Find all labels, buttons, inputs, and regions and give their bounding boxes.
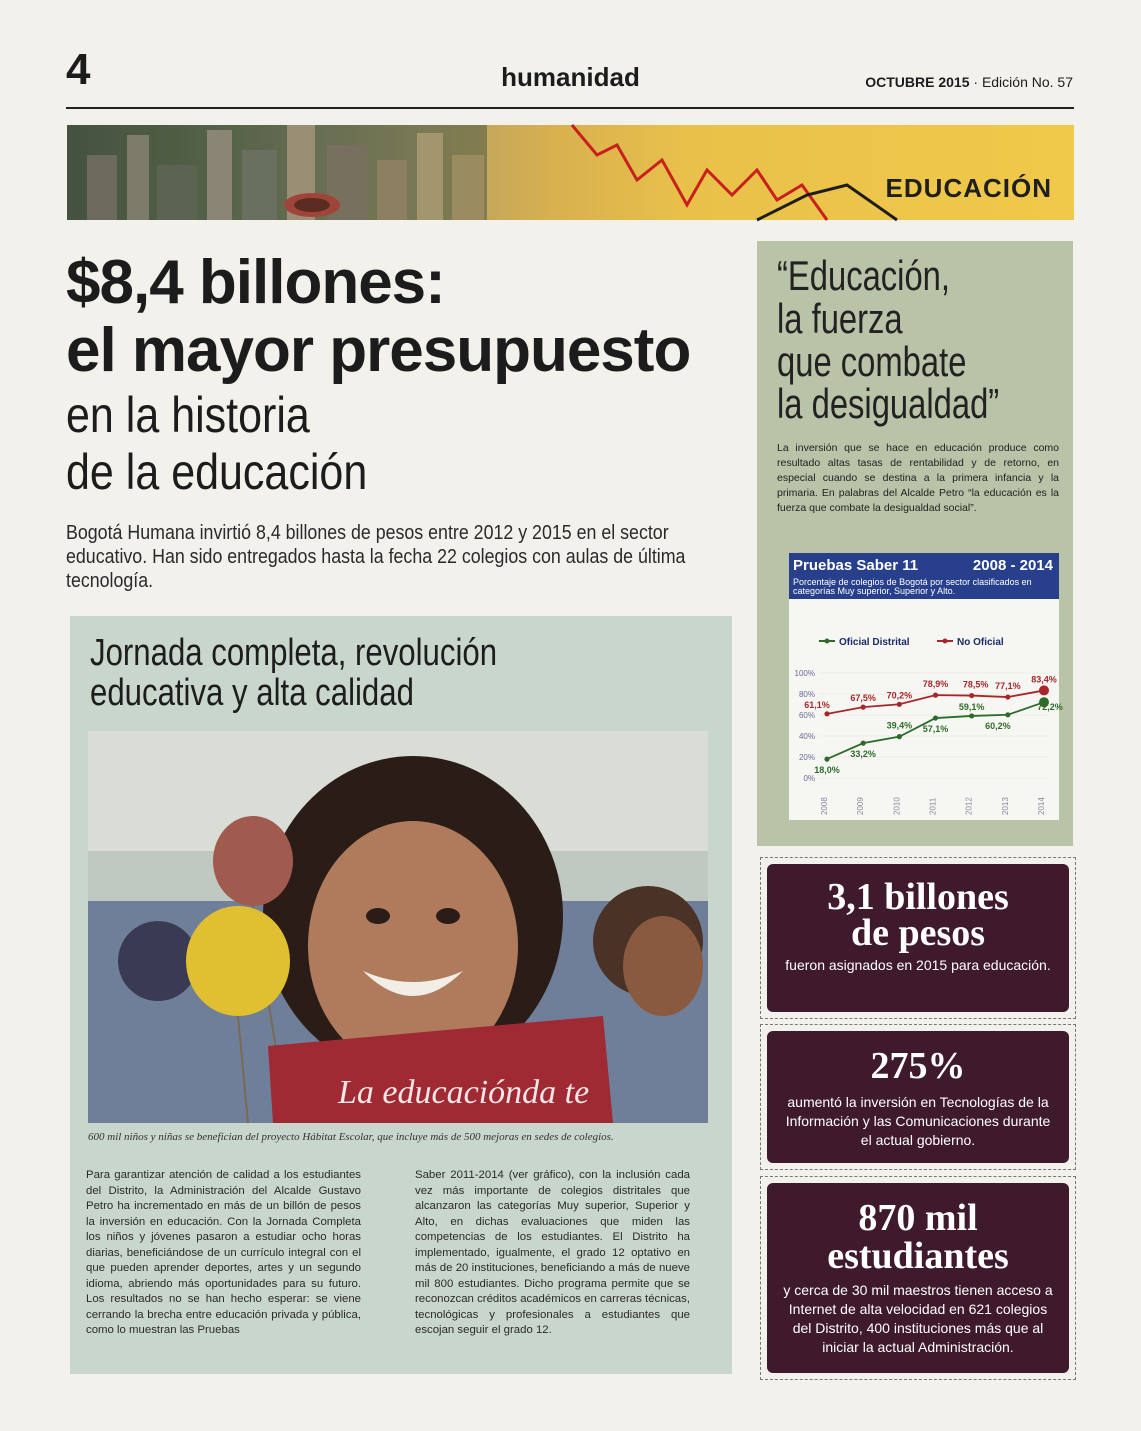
data-point: [933, 693, 938, 698]
x-tick-label: 2009: [856, 797, 866, 815]
data-point: [933, 715, 938, 720]
sidebar-text: La inversión que se hace en educación produce como resultado altas tasas de rentabilidad y de retorno, en especial cuando se destina a la primera infancia y la primaria. En palabras del Alcalde Petro “la educación es la fuerza que combate la desigualdad social”.: [777, 442, 1059, 514]
legend-marker: [943, 639, 948, 644]
stat-box: [767, 864, 1069, 1012]
headline-line-3: en la historia: [66, 387, 310, 443]
headline-line-4: de la educación: [66, 444, 368, 500]
stat-text: y cerca de 30 mil maestros tienen acceso a Internet de alta velocidad en 621 colegios del Distrito, 400 instituciones más que al iniciar la actual Administración.: [783, 1282, 1053, 1355]
x-tick-label: 2012: [964, 797, 974, 815]
students-photo: [88, 731, 708, 1123]
x-tick-label: 2013: [1000, 797, 1010, 815]
stat-headline-2: de pesos: [850, 912, 986, 954]
header-rule: [66, 107, 1074, 109]
data-point: [824, 711, 829, 716]
data-point: [1005, 694, 1010, 699]
x-tick-label: 2010: [892, 797, 902, 815]
data-label: 72,2%: [1037, 702, 1063, 713]
pull-quote-line-2: la fuerza: [777, 294, 903, 342]
data-point: [1039, 685, 1049, 695]
data-label: 83,4%: [1031, 674, 1057, 685]
section-banner: [67, 125, 1074, 220]
section-label: EDUCACIÓN: [885, 173, 1052, 203]
stat-text: aumentó la inversión en Tecnologías de la Información y las Comunicaciones durante el actual gobierno.: [785, 1094, 1051, 1148]
data-point: [897, 702, 902, 707]
photo-illustration: [88, 731, 708, 1123]
stat-box: [767, 1031, 1069, 1163]
line-chart: [789, 599, 1063, 820]
legend-marker: [825, 639, 830, 644]
quote-sidebar: [757, 241, 1073, 846]
data-label: 67,5%: [850, 693, 876, 704]
chart-range: 2008 - 2014: [972, 557, 1053, 574]
chart-subtitle: Porcentaje de colegios de Bogotá por sector clasificados en categorías Muy superior, Superior y Alto.: [793, 577, 1032, 597]
y-tick-label: 0%: [803, 774, 815, 783]
data-label: 18,0%: [814, 765, 840, 776]
legend-label: No Oficial: [957, 637, 1004, 648]
y-tick-label: 80%: [798, 690, 815, 699]
stat-headline: 275%: [870, 1045, 966, 1087]
headline-line-2: el mayor presupuesto: [66, 316, 691, 385]
stat-headline: 870 mil: [858, 1197, 978, 1239]
issue-month-year: OCTUBRE 2015: [865, 74, 970, 90]
y-tick-label: 20%: [798, 753, 815, 762]
pull-quote: [777, 252, 1058, 428]
article-column-2: Saber 2011-2014 (ver gráfico), con la inclusión cada vez más importante de colegios distritales que alcanzaron las categorías Muy superior, Superior y Alto, en dichas evaluaciones que miden las competencias de los estudiantes. El Distrito ha implementado, igualmente, el grado 12 optativo en más de 20 instituciones, beneficiando a más de nueve mil 800 estudiantes. Dicho programa permite que se reconozcan créditos académicos en carreras técnicas, tecnológicas y profesionales a estudiantes que escojan seguir el grado 12.: [415, 1169, 690, 1336]
pull-quote-line-3: que combate: [777, 337, 967, 385]
page-number: 4: [66, 45, 91, 94]
legend-label: Oficial Distrital: [839, 637, 910, 648]
data-label: 77,1%: [995, 681, 1021, 692]
pull-quote-line-4: la desigualdad”: [777, 380, 1000, 428]
chart-box: [789, 553, 1063, 820]
y-tick-label: 40%: [798, 732, 815, 741]
photo-caption: 600 mil niños y niñas se benefician del proyecto Hábitat Escolar, que incluye más de 500 mejoras en sedes de colegios.: [88, 1131, 614, 1143]
chart-title: Pruebas Saber 11: [793, 557, 919, 574]
stat-headline: 3,1 billones: [827, 876, 1009, 918]
stat-box: [767, 1183, 1069, 1373]
sign-text: La educaciónda te: [338, 1074, 590, 1111]
data-label: 61,1%: [804, 699, 830, 710]
headline-line-1: $8,4 billones:: [66, 248, 445, 317]
stat-card-budget: [760, 857, 1076, 1019]
data-point: [969, 713, 974, 718]
data-label: 59,1%: [958, 701, 985, 712]
chart-header: [789, 553, 1059, 599]
y-tick-label: 60%: [798, 711, 815, 720]
y-tick-label: 100%: [794, 669, 815, 678]
x-tick-label: 2008: [820, 797, 829, 815]
stat-text: fueron asignados en 2015 para educación.: [785, 957, 1051, 973]
issue-date: OCTUBRE 2015 · Edición No. 57: [865, 74, 1073, 90]
headline-deck: Bogotá Humana invirtió 8,4 billones de pesos entre 2012 y 2015 en el sector educativo. Han sido entregados hasta la fecha 22 colegios con aulas de última tecnología.: [66, 522, 686, 592]
data-point: [969, 693, 974, 698]
data-label: 70,2%: [886, 690, 913, 701]
data-label: 78,5%: [962, 679, 989, 690]
stat-card-students: [760, 1176, 1076, 1380]
data-point: [861, 741, 866, 746]
data-point: [861, 705, 866, 710]
publication-name: humanidad: [501, 62, 640, 92]
stat-headline-2: estudiantes: [827, 1235, 1009, 1277]
x-tick-label: 2014: [1037, 797, 1046, 815]
stat-card-tic: [760, 1024, 1076, 1170]
article-block: [70, 616, 732, 1374]
issue-edition: Edición No. 57: [981, 74, 1073, 90]
data-point: [824, 757, 829, 762]
data-label: 60,2%: [985, 720, 1011, 731]
article-column-1: Para garantizar atención de calidad a los estudiantes del Distrito, la Administración del Alcalde Gustavo Petro ha incrementado en más de un billón de pesos la inversión en educación. Con la Jornada Completa los niños y jóvenes pasaron a estudiar ocho horas diarias, beneficiándose de un currículo integral con el que pueden aprender deportes, artes y un segundo idioma, abriendo más oportunidades para su futuro. Los resultados no se han hecho esperar: se viene cerrando la brecha entre educación privada y pública, como lo muestran las Pruebas: [86, 1169, 361, 1336]
data-label: 33,2%: [850, 749, 876, 760]
data-label: 39,4%: [886, 720, 913, 731]
pull-quote-line-1: “Educación,: [777, 252, 951, 299]
data-label: 57,1%: [922, 724, 949, 735]
data-label: 78,9%: [922, 679, 949, 690]
article-subheadline: Jornada completa, revolución educativa y alta calidad: [90, 632, 498, 714]
x-tick-label: 2011: [928, 797, 938, 815]
data-point: [1005, 712, 1010, 717]
data-point: [897, 734, 902, 739]
